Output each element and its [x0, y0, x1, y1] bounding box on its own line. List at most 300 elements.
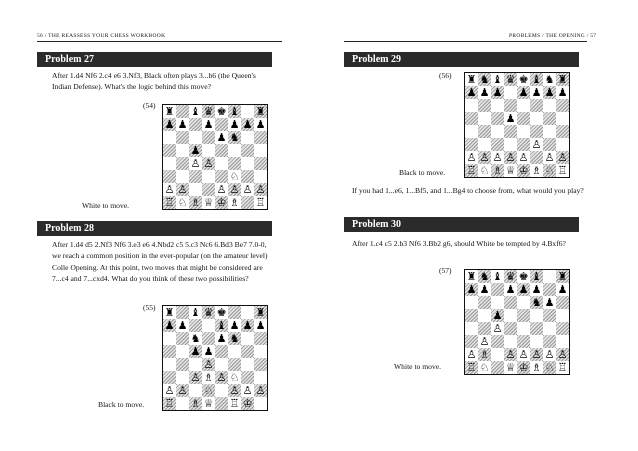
- board-square: [228, 358, 241, 371]
- black-bishop-icon: ♝: [531, 270, 542, 283]
- board-square: [491, 348, 504, 361]
- board-square: [228, 332, 241, 345]
- board-square: [465, 361, 478, 374]
- white-pawn-icon: ♙: [229, 183, 240, 196]
- board-square: [465, 164, 478, 177]
- board-square: [478, 164, 491, 177]
- board-square: [530, 283, 543, 296]
- black-pawn-icon: ♟: [242, 118, 253, 131]
- black-pawn-icon: ♟: [518, 283, 529, 296]
- board-square: [241, 144, 254, 157]
- board-square: [215, 345, 228, 358]
- board-caption: Black to move.: [399, 168, 446, 177]
- board-square: [504, 99, 517, 112]
- right-page: [319, 0, 638, 451]
- white-queen-icon: ♕: [203, 397, 214, 410]
- white-king-icon: ♔: [518, 361, 529, 374]
- board-square: [176, 183, 189, 196]
- board-square: [556, 335, 569, 348]
- board-square: [543, 99, 556, 112]
- board-square: [491, 164, 504, 177]
- board-square: [163, 157, 176, 170]
- board-square: [254, 157, 267, 170]
- board-square: [215, 131, 228, 144]
- board-square: [241, 345, 254, 358]
- board-square: [517, 348, 530, 361]
- board-square: [176, 157, 189, 170]
- board-square: [517, 283, 530, 296]
- board-square: [176, 345, 189, 358]
- board-square: [517, 296, 530, 309]
- board-square: [254, 118, 267, 131]
- white-pawn-icon: ♙: [479, 335, 490, 348]
- black-rook-icon: ♜: [255, 105, 266, 118]
- board-square: [241, 384, 254, 397]
- board-square: [163, 397, 176, 410]
- board-square: [504, 270, 517, 283]
- board-square: [241, 319, 254, 332]
- board-square: [530, 99, 543, 112]
- board-square: [543, 164, 556, 177]
- black-queen-icon: ♛: [505, 270, 516, 283]
- board-square: [504, 164, 517, 177]
- board-square: [215, 384, 228, 397]
- board-square: [228, 131, 241, 144]
- board-square: [163, 196, 176, 209]
- board-square: [228, 319, 241, 332]
- board-square: [163, 306, 176, 319]
- board-square: [228, 384, 241, 397]
- board-square: [189, 144, 202, 157]
- white-king-icon: ♔: [216, 196, 227, 209]
- board-square: [228, 157, 241, 170]
- board-square: [228, 345, 241, 358]
- board-square: [176, 384, 189, 397]
- board-square: [228, 118, 241, 131]
- black-pawn-icon: ♟: [505, 112, 516, 125]
- board-square: [517, 361, 530, 374]
- board-square: [491, 322, 504, 335]
- board-square: [504, 73, 517, 86]
- board-square: [189, 371, 202, 384]
- board-square: [465, 73, 478, 86]
- board-square: [556, 151, 569, 164]
- white-knight-icon: ♘: [203, 384, 214, 397]
- white-rook-icon: ♖: [557, 361, 568, 374]
- board-square: [215, 397, 228, 410]
- white-pawn-icon: ♙: [216, 371, 227, 384]
- white-pawn-icon: ♙: [531, 138, 542, 151]
- white-queen-icon: ♕: [505, 361, 516, 374]
- black-pawn-icon: ♟: [190, 345, 201, 358]
- board-square: [189, 332, 202, 345]
- black-pawn-icon: ♟: [177, 319, 188, 332]
- board-square: [530, 270, 543, 283]
- board-square: [556, 322, 569, 335]
- board-square: [241, 196, 254, 209]
- board-square: [530, 309, 543, 322]
- black-pawn-icon: ♟: [164, 118, 175, 131]
- board-square: [254, 358, 267, 371]
- board-square: [465, 283, 478, 296]
- board-square: [176, 170, 189, 183]
- board-square: [491, 335, 504, 348]
- black-knight-icon: ♞: [229, 332, 240, 345]
- board-square: [504, 86, 517, 99]
- white-rook-icon: ♖: [164, 397, 175, 410]
- board-square: [176, 332, 189, 345]
- board-square: [228, 196, 241, 209]
- board-square: [530, 296, 543, 309]
- black-pawn-icon: ♟: [492, 309, 503, 322]
- white-pawn-icon: ♙: [203, 358, 214, 371]
- board-square: [215, 170, 228, 183]
- white-rook-icon: ♖: [229, 397, 240, 410]
- board-square: [517, 270, 530, 283]
- board-square: [176, 319, 189, 332]
- board-square: [254, 332, 267, 345]
- white-pawn-icon: ♙: [242, 183, 253, 196]
- board-square: [228, 105, 241, 118]
- board-square: [517, 151, 530, 164]
- board-square: [228, 306, 241, 319]
- black-rook-icon: ♜: [164, 306, 175, 319]
- white-pawn-icon: ♙: [255, 384, 266, 397]
- board-square: [543, 309, 556, 322]
- board-square: [465, 125, 478, 138]
- black-rook-icon: ♜: [466, 73, 477, 86]
- board-square: [215, 105, 228, 118]
- board-square: [517, 335, 530, 348]
- board-square: [491, 86, 504, 99]
- board-square: [543, 138, 556, 151]
- white-pawn-icon: ♙: [505, 151, 516, 164]
- black-king-icon: ♚: [518, 270, 529, 283]
- board-square: [202, 183, 215, 196]
- board-square: [530, 73, 543, 86]
- black-pawn-icon: ♟: [531, 283, 542, 296]
- board-square: [241, 183, 254, 196]
- board-square: [543, 73, 556, 86]
- board-square: [517, 112, 530, 125]
- board-square: [202, 384, 215, 397]
- board-square: [465, 270, 478, 283]
- diagram-number: (57): [439, 266, 452, 275]
- board-square: [176, 105, 189, 118]
- board-square: [241, 118, 254, 131]
- board-square: [517, 86, 530, 99]
- black-pawn-icon: ♟: [164, 319, 175, 332]
- board-square: [254, 183, 267, 196]
- black-pawn-icon: ♟: [203, 345, 214, 358]
- white-knight-icon: ♘: [229, 170, 240, 183]
- white-pawn-icon: ♙: [492, 322, 503, 335]
- board-square: [202, 144, 215, 157]
- board-square: [556, 348, 569, 361]
- white-knight-icon: ♘: [479, 361, 490, 374]
- white-rook-icon: ♖: [466, 361, 477, 374]
- board-square: [202, 345, 215, 358]
- board-square: [241, 306, 254, 319]
- board-square: [163, 358, 176, 371]
- running-head-left: 56 / THE REASSESS YOUR CHESS WORKBOOK: [37, 33, 166, 39]
- white-knight-icon: ♘: [229, 371, 240, 384]
- chess-board: [464, 72, 570, 178]
- white-pawn-icon: ♙: [557, 348, 568, 361]
- board-square: [504, 348, 517, 361]
- board-square: [517, 309, 530, 322]
- white-rook-icon: ♖: [466, 164, 477, 177]
- board-caption: White to move.: [394, 362, 442, 371]
- board-square: [478, 99, 491, 112]
- white-pawn-icon: ♙: [557, 151, 568, 164]
- board-square: [189, 345, 202, 358]
- chess-board: [162, 305, 268, 411]
- board-square: [478, 296, 491, 309]
- board-square: [189, 397, 202, 410]
- board-square: [202, 170, 215, 183]
- white-pawn-icon: ♙: [544, 151, 555, 164]
- board-square: [189, 157, 202, 170]
- board-square: [543, 270, 556, 283]
- board-square: [176, 196, 189, 209]
- white-knight-icon: ♘: [479, 164, 490, 177]
- black-pawn-icon: ♟: [557, 86, 568, 99]
- board-square: [163, 170, 176, 183]
- board-square: [543, 86, 556, 99]
- board-square: [163, 345, 176, 358]
- board-square: [202, 118, 215, 131]
- board-square: [491, 270, 504, 283]
- white-pawn-icon: ♙: [466, 151, 477, 164]
- board-square: [176, 144, 189, 157]
- white-pawn-icon: ♙: [492, 151, 503, 164]
- black-bishop-icon: ♝: [216, 319, 227, 332]
- diagram-number: (55): [143, 303, 156, 312]
- board-square: [556, 361, 569, 374]
- board-square: [517, 125, 530, 138]
- board-square: [228, 397, 241, 410]
- board-square: [189, 118, 202, 131]
- board-square: [517, 73, 530, 86]
- board-square: [556, 270, 569, 283]
- board-square: [465, 309, 478, 322]
- board-square: [254, 105, 267, 118]
- white-knight-icon: ♘: [544, 361, 555, 374]
- black-bishop-icon: ♝: [190, 306, 201, 319]
- board-square: [254, 345, 267, 358]
- white-bishop-icon: ♗: [190, 397, 201, 410]
- black-pawn-icon: ♟: [466, 283, 477, 296]
- board-square: [254, 371, 267, 384]
- board-square: [504, 322, 517, 335]
- black-pawn-icon: ♟: [216, 131, 227, 144]
- board-square: [556, 296, 569, 309]
- board-square: [543, 348, 556, 361]
- white-pawn-icon: ♙: [229, 384, 240, 397]
- board-square: [254, 384, 267, 397]
- board-square: [465, 348, 478, 361]
- board-square: [202, 332, 215, 345]
- board-square: [465, 296, 478, 309]
- white-rook-icon: ♖: [164, 196, 175, 209]
- board-square: [478, 283, 491, 296]
- board-square: [163, 118, 176, 131]
- white-pawn-icon: ♙: [203, 157, 214, 170]
- white-pawn-icon: ♙: [177, 384, 188, 397]
- black-king-icon: ♚: [216, 105, 227, 118]
- black-queen-icon: ♛: [505, 73, 516, 86]
- board-square: [543, 125, 556, 138]
- white-bishop-icon: ♗: [190, 196, 201, 209]
- black-rook-icon: ♜: [164, 105, 175, 118]
- board-square: [241, 105, 254, 118]
- board-square: [478, 309, 491, 322]
- board-square: [530, 335, 543, 348]
- board-square: [478, 270, 491, 283]
- board-square: [228, 170, 241, 183]
- black-pawn-icon: ♟: [531, 86, 542, 99]
- black-pawn-icon: ♟: [216, 332, 227, 345]
- black-pawn-icon: ♟: [544, 296, 555, 309]
- board-square: [215, 371, 228, 384]
- board-square: [202, 306, 215, 319]
- board-square: [491, 112, 504, 125]
- black-pawn-icon: ♟: [229, 118, 240, 131]
- board-square: [202, 131, 215, 144]
- board-square: [215, 144, 228, 157]
- diagram-number: (56): [439, 71, 452, 80]
- white-bishop-icon: ♗: [531, 164, 542, 177]
- board-square: [556, 99, 569, 112]
- board-square: [189, 105, 202, 118]
- board-square: [465, 151, 478, 164]
- board-square: [176, 397, 189, 410]
- problem-header: Problem 28: [37, 221, 272, 236]
- problem-text: If you had 1...e6, 1...Bf5, and 1...Bg4 to choose from, what would you play?: [352, 186, 584, 195]
- board-square: [465, 335, 478, 348]
- board-square: [556, 86, 569, 99]
- diagram-number: (54): [143, 101, 156, 110]
- board-square: [517, 322, 530, 335]
- board-square: [478, 335, 491, 348]
- board-square: [465, 86, 478, 99]
- black-pawn-icon: ♟: [466, 86, 477, 99]
- white-bishop-icon: ♗: [479, 348, 490, 361]
- black-rook-icon: ♜: [466, 270, 477, 283]
- board-square: [556, 112, 569, 125]
- board-square: [478, 125, 491, 138]
- white-pawn-icon: ♙: [216, 183, 227, 196]
- board-square: [189, 170, 202, 183]
- board-square: [254, 196, 267, 209]
- board-square: [254, 306, 267, 319]
- board-square: [465, 112, 478, 125]
- board-square: [530, 361, 543, 374]
- black-bishop-icon: ♝: [229, 105, 240, 118]
- black-king-icon: ♚: [518, 73, 529, 86]
- board-square: [491, 138, 504, 151]
- board-square: [530, 125, 543, 138]
- board-square: [478, 322, 491, 335]
- black-bishop-icon: ♝: [190, 105, 201, 118]
- white-pawn-icon: ♙: [518, 151, 529, 164]
- board-square: [504, 112, 517, 125]
- board-square: [202, 157, 215, 170]
- board-square: [215, 183, 228, 196]
- white-queen-icon: ♕: [505, 164, 516, 177]
- board-square: [241, 358, 254, 371]
- board-square: [215, 306, 228, 319]
- board-square: [530, 138, 543, 151]
- board-square: [504, 151, 517, 164]
- board-square: [189, 384, 202, 397]
- board-square: [189, 183, 202, 196]
- board-square: [478, 151, 491, 164]
- board-square: [556, 309, 569, 322]
- board-square: [202, 196, 215, 209]
- board-square: [163, 105, 176, 118]
- board-square: [491, 125, 504, 138]
- white-king-icon: ♔: [518, 164, 529, 177]
- board-square: [543, 283, 556, 296]
- board-square: [241, 131, 254, 144]
- black-king-icon: ♚: [216, 306, 227, 319]
- board-square: [215, 157, 228, 170]
- board-square: [504, 283, 517, 296]
- board-square: [543, 361, 556, 374]
- problem-text: After 1.d4 d5 2.Nf3 Nf6 3.e3 e6 4.Nbd2 c5 5.c3 Nc6 6.Bd3 Be7 7.0-0, we reach a common position in the ever-popular (on the amateur level) Colle Opening. At this point, two moves that might be considered are 7...c4 and 7...cxd4. What do you think of these two possibilities?: [52, 240, 268, 283]
- white-bishop-icon: ♗: [203, 371, 214, 384]
- board-square: [176, 118, 189, 131]
- board-square: [543, 335, 556, 348]
- board-square: [189, 319, 202, 332]
- chess-board: [162, 104, 268, 210]
- black-queen-icon: ♛: [203, 105, 214, 118]
- board-square: [491, 99, 504, 112]
- white-pawn-icon: ♙: [255, 183, 266, 196]
- black-pawn-icon: ♟: [518, 86, 529, 99]
- board-square: [176, 131, 189, 144]
- board-square: [163, 144, 176, 157]
- black-knight-icon: ♞: [544, 73, 555, 86]
- black-knight-icon: ♞: [479, 73, 490, 86]
- board-square: [478, 73, 491, 86]
- board-square: [215, 358, 228, 371]
- chess-board: [464, 269, 570, 375]
- board-square: [465, 99, 478, 112]
- board-square: [556, 73, 569, 86]
- problem-text: After 1.d4 Nf6 2.c4 e6 3.Nf3, Black often plays 3...b6 (the Queen's Indian Defense). What's the logic behind this move?: [52, 71, 256, 92]
- board-square: [465, 322, 478, 335]
- board-square: [254, 170, 267, 183]
- board-square: [543, 151, 556, 164]
- board-square: [504, 335, 517, 348]
- board-square: [478, 138, 491, 151]
- black-queen-icon: ♛: [203, 306, 214, 319]
- board-square: [176, 306, 189, 319]
- board-square: [491, 361, 504, 374]
- black-bishop-icon: ♝: [492, 73, 503, 86]
- board-square: [556, 164, 569, 177]
- running-head-right: PROBLEMS / THE OPENING / 57: [509, 33, 597, 39]
- board-square: [228, 144, 241, 157]
- board-square: [504, 125, 517, 138]
- board-square: [254, 144, 267, 157]
- board-square: [530, 151, 543, 164]
- board-square: [530, 86, 543, 99]
- white-pawn-icon: ♙: [505, 348, 516, 361]
